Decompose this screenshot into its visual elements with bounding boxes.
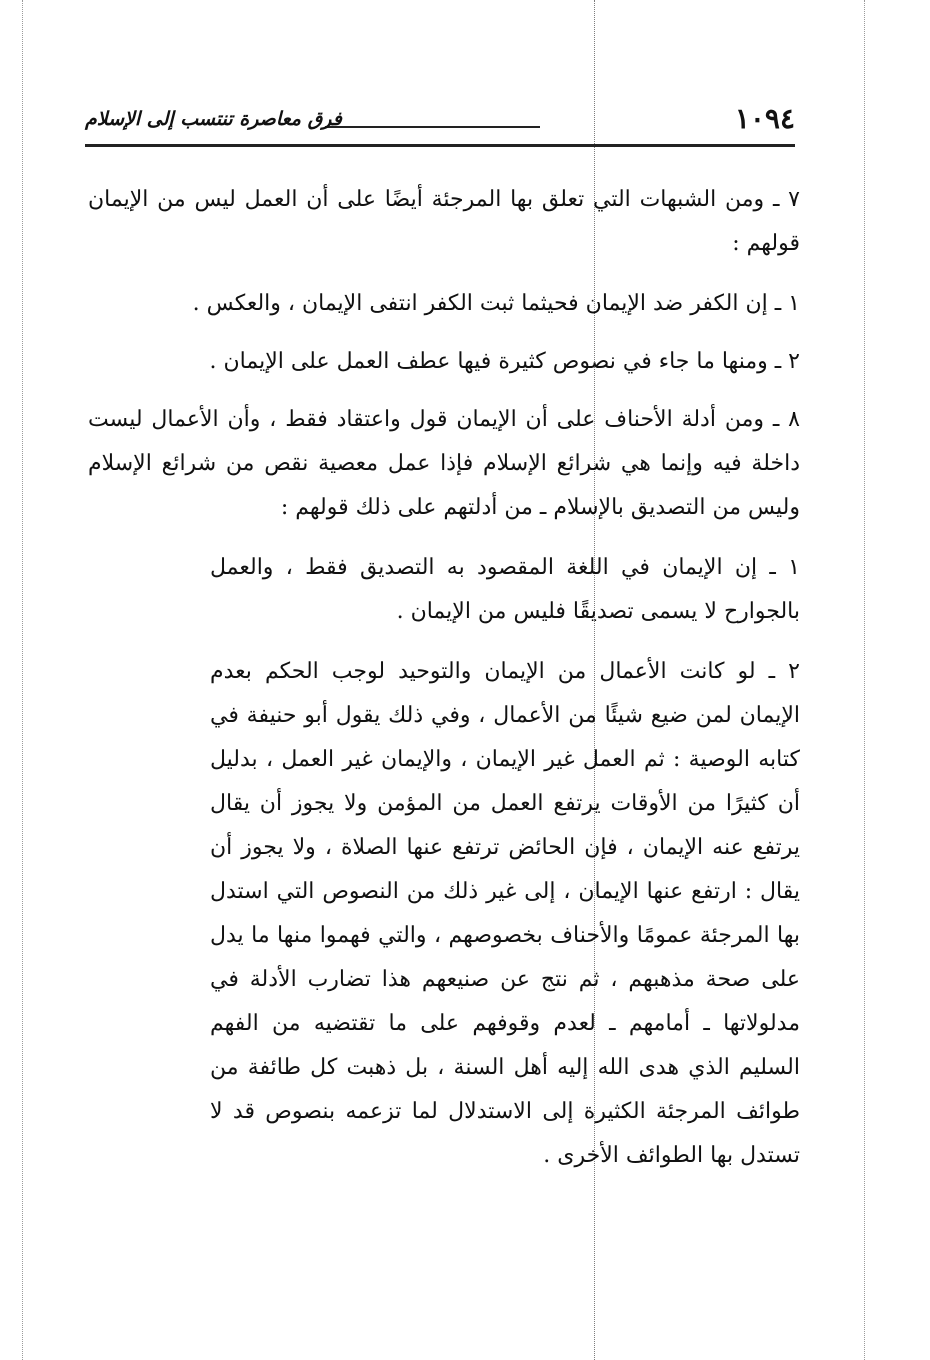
scan-artifact-line <box>864 0 865 1360</box>
body-text <box>88 178 800 1194</box>
page-header <box>85 96 795 156</box>
paragraph-7-point-2: ٢ ـ ومنها ما جاء في نصوص كثيرة فيها عطف العمل على الإيمان . <box>209 349 800 374</box>
scan-artifact-line <box>22 0 23 1360</box>
header-rule <box>85 144 795 147</box>
paragraph-8: ٨ ـ ومن أدلة الأحناف على أن الإيمان قول واعتقاد فقط ، وأن الأعمال ليست داخلة فيه وإنما هي شرائع الإسلام فإذا عمل معصية نقص من شرائع الإسلام وليس من التصديق بالإسلام ـ من أدلتهم على ذلك قولهم : <box>88 407 800 520</box>
paragraph-8-point-2: ٢ ـ لو كانت الأعمال من الإيمان والتوحيد لوجب الحكم بعدم الإيمان لمن ضيع شيئًا من الأعمال ، وفي ذلك يقول أبو حنيفة في كتابه الوصية : ثم العمل غير الإيمان ، والإيمان غير العمل ، بدليل أن كثيرًا من الأوقات يرتفع العمل من المؤمن ولا يجوز أن يقال يرتفع عنه الإيمان ، فإن الحائض ترتفع عنها الصلاة ، ولا يجوز أن يقال : ارتفع عنها الإيمان ، إلى غير ذلك من النصوص التي استدل بها المرجئة عمومًا والأحناف بخصوصهم ، والتي فهموا منها ما يدل على صحة مذهبهم ، ثم نتج عن صنيعهم هذا تضارب الأدلة في مدلولاتها ـ أمامهم ـ لعدم وقوفهم على ما تقتضيه من الفهم السليم الذي هدى الله إليه أهل السنة ، بل ذهبت كل طائفة من طوائف المرجئة الكثيرة إلى الاستدلال لما تزعمه بنصوص قد لا تستدل بها الطوائف الأخرى . <box>210 659 800 1168</box>
paragraph-7: ٧ ـ ومن الشبهات التي تعلق بها المرجئة أيضًا على أن العمل ليس من الإيمان قولهم : <box>88 187 800 256</box>
running-title: فرق معاصرة تنتسب إلى الإسلام <box>85 108 342 130</box>
paragraph-8-point-1: ١ ـ إن الإيمان في اللغة المقصود به التصديق فقط ، والعمل بالجوارح لا يسمى تصديقًا فليس من الإيمان . <box>210 555 800 624</box>
page-number: ١٠٩٤ <box>734 102 795 135</box>
header-dash <box>325 126 540 128</box>
paragraph-7-point-1: ١ ـ إن الكفر ضد الإيمان فحيثما ثبت الكفر انتفى الإيمان ، والعكس . <box>192 291 800 316</box>
